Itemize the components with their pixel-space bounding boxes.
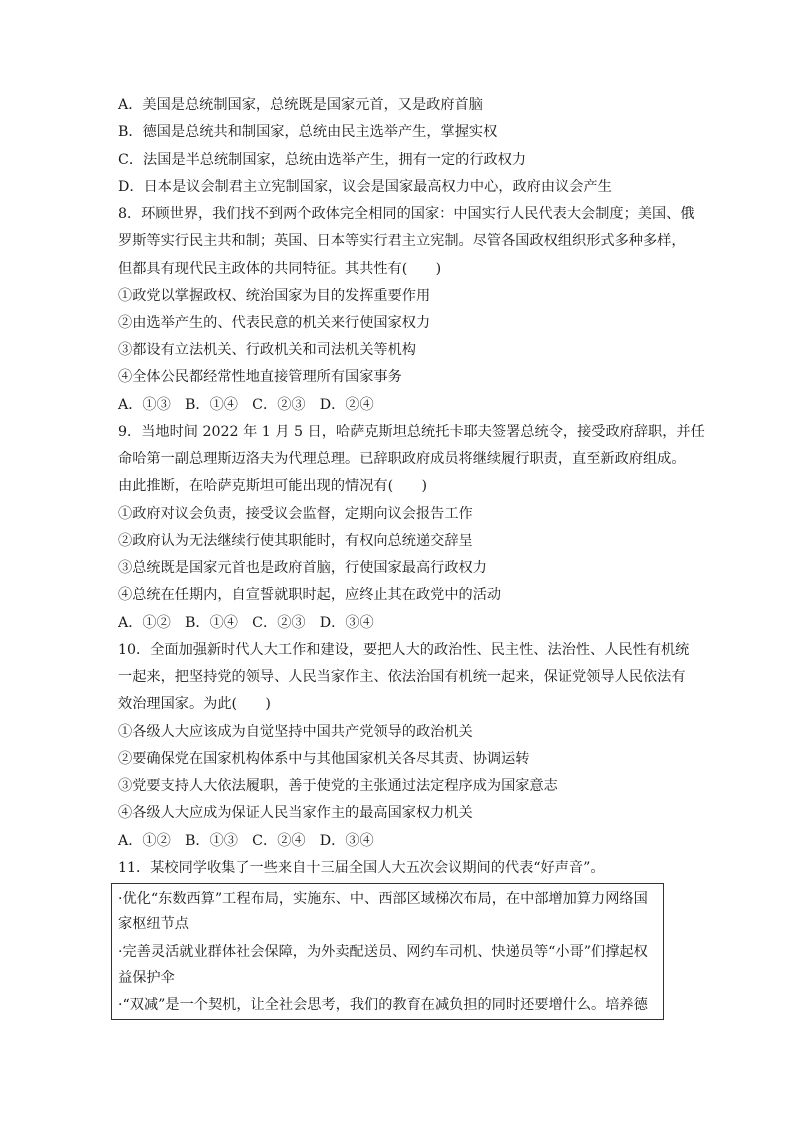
q7-option-c: C．法国是半总统制国家，总统由选举产生，拥有一定的行政权力 [118,152,527,168]
q8-choices: A．①③ B．①④ C．②③ D．②④ [118,397,374,413]
material-line: 家枢纽节点 [118,916,189,932]
q7-option-a: A．美国是总统制国家，总统既是国家元首，又是政府首脑 [118,97,483,113]
material-line: ·优化“东数西算”工程布局，实施东、中、西部区域梯次布局，在中部增加算力网络国 [118,891,648,907]
q9-stem-line: 由此推断，在哈萨克斯坦可能出现的情况有( ) [118,478,428,494]
q9-item: ④总统在任期内，自宣誓就职时起，应终止其在政党中的活动 [118,587,502,603]
q8-stem-line: 但都具有现代民主政体的共同特征。其共性有( ) [118,261,442,277]
q8-item: ③都设有立法机关、行政机关和司法机关等机构 [118,342,416,358]
q10-item: ①各级人大应该成为自觉坚持中国共产党领导的政治机关 [118,724,473,740]
q8-item: ④全体公民都经常性地直接管理所有国家事务 [118,369,402,385]
q9-item: ①政府对议会负责，接受议会监督，定期向议会报告工作 [118,506,473,522]
q9-stem-line: 9．当地时间 2022 年 1 月 5 日，哈萨克斯坦总统托卡耶夫签署总统令，接受政府辞职，并任 [118,424,705,440]
q9-choices: A．①② B．①④ C．②③ D．③④ [118,615,374,631]
q7-option-d: D．日本是议会制君主立宪制国家，议会是国家最高权力中心，政府由议会产生 [118,179,612,195]
q11-material-box [111,883,664,1020]
q10-item: ④各级人大应成为保证人民当家作主的最高国家权力机关 [118,805,473,821]
q7-option-b: B．德国是总统共和制国家，总统由民主选举产生，掌握实权 [118,124,498,140]
q9-item: ②政府认为无法继续行使其职能时，有权向总统递交辞呈 [118,533,473,549]
q10-item: ②要确保党在国家机构体系中与其他国家机关各尽其责、协调运转 [118,751,530,767]
q8-stem-line: 8．环顾世界，我们找不到两个政体完全相同的国家：中国实行人民代表大会制度；美国、俄 [118,206,695,222]
q10-stem-line: 效治理国家。为此( ) [118,696,271,712]
q10-item: ③党要支持人大依法履职，善于使党的主张通过法定程序成为国家意志 [118,778,558,794]
q10-stem-line: 一起来，把坚持党的领导、人民当家作主、依法治国有机统一起来，保证党领导人民依法有 [118,669,686,685]
q8-stem-line: 罗斯等实行民主共和制；英国、日本等实行君主立宪制。尽管各国政权组织形式多种多样， [118,233,686,249]
material-line: ·“双减”是一个契机，让全社会思考，我们的教育在减负担的同时还要增什么。培养德 [118,997,648,1013]
q10-stem-line: 10．全面加强新时代人大工作和建设，要把人大的政治性、民主性、法治性、人民性有机统 [118,642,690,658]
q10-choices: A．①② B．①③ C．②④ D．③④ [118,833,374,849]
material-line: ·完善灵活就业群体社会保障，为外卖配送员、网约车司机、快递员等“小哥”们撑起权 [118,944,648,960]
q8-item: ②由选举产生的、代表民意的机关来行使国家权力 [118,315,431,331]
material-line: 益保护伞 [118,970,175,986]
q8-item: ①政党以掌握政权、统治国家为目的发挥重要作用 [118,288,431,304]
q9-stem-line: 命哈第一副总理斯迈洛夫为代理总理。已辞职政府成员将继续履行职责，直至新政府组成。 [118,451,686,467]
q11-stem: 11．某校同学收集了一些来自十三届全国人大五次会议期间的代表“好声音”。 [118,860,605,876]
q9-item: ③总统既是国家元首也是政府首脑，行使国家最高行政权力 [118,560,487,576]
